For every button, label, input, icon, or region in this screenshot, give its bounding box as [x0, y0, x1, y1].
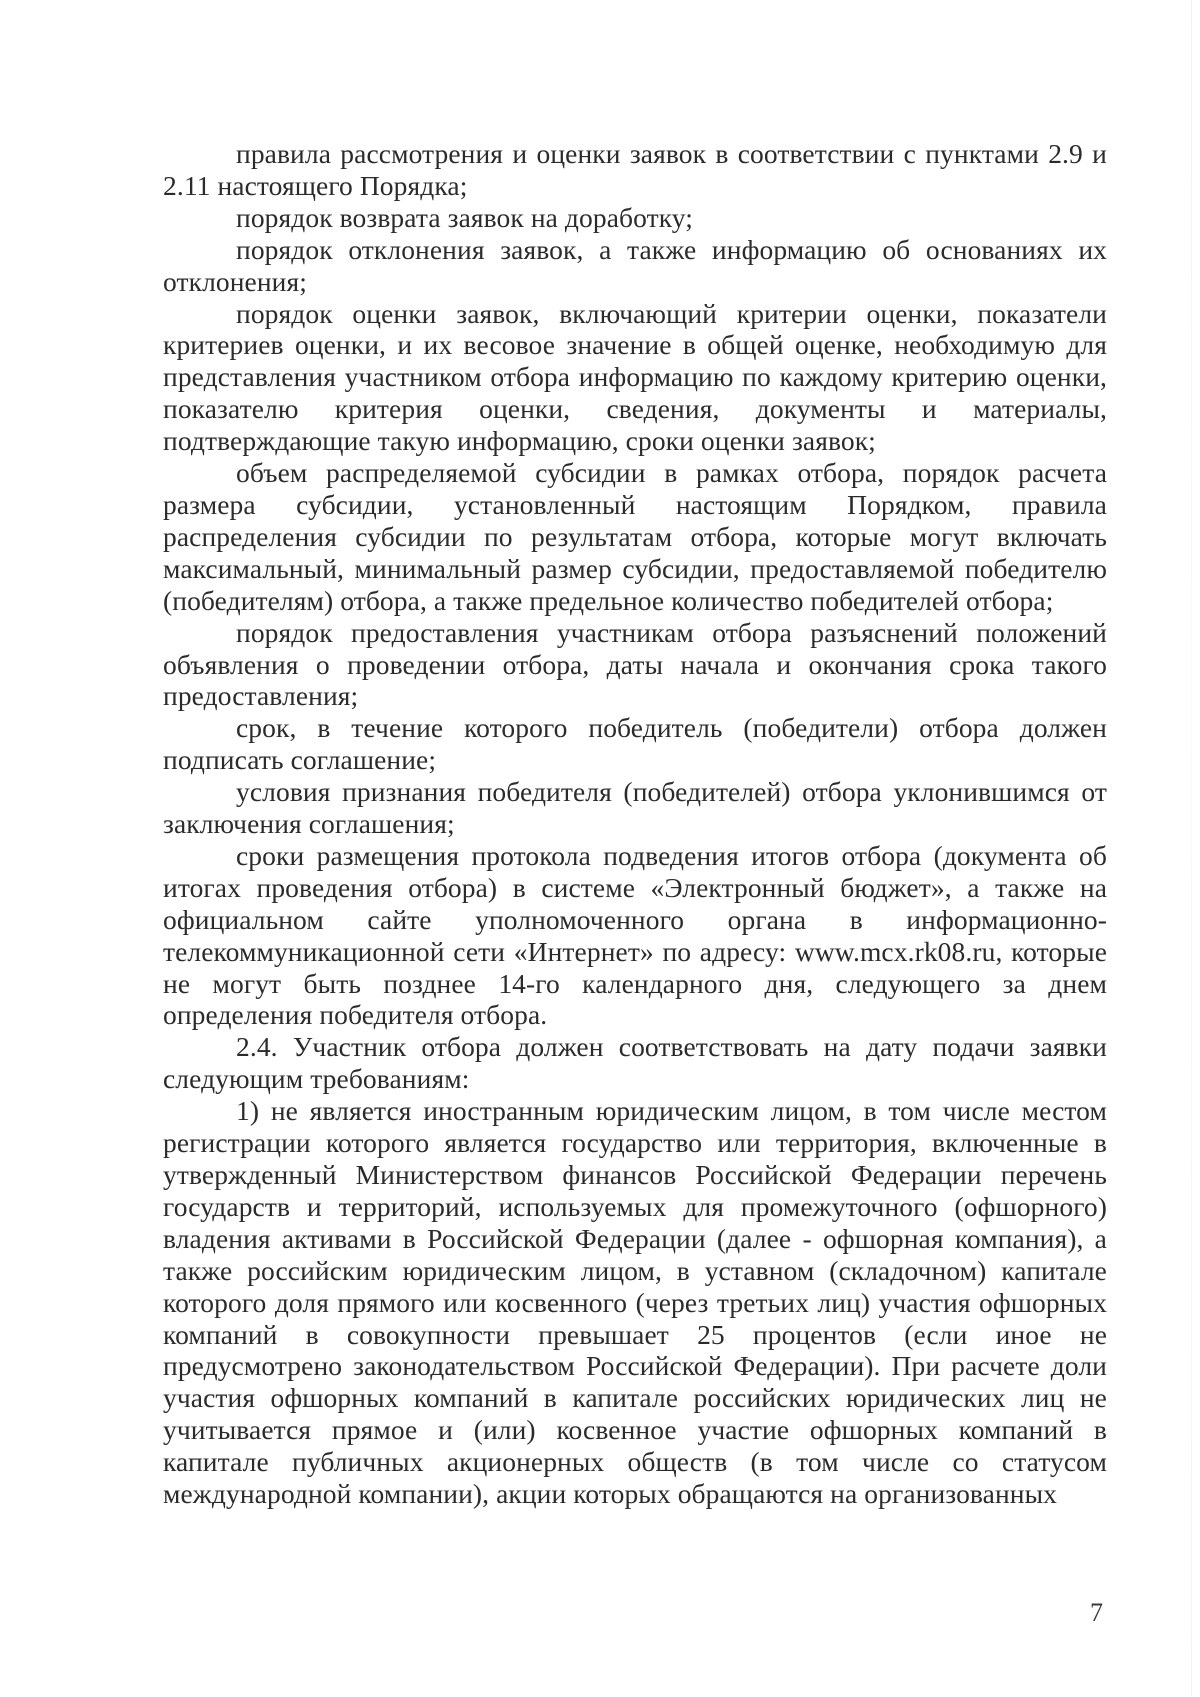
paragraph-rejection-procedure: порядок отклонения заявок, а также информацию об основаниях их отклонения;	[163, 233, 1107, 297]
page-number: 7	[1090, 1598, 1103, 1627]
paragraph-evasion-conditions: условия признания победителя (победителей) отбора уклонившимся от заключения соглашения;	[163, 776, 1107, 840]
body-text	[163, 138, 1107, 1510]
paragraph-review-rules: правила рассмотрения и оценки заявок в соответствии с пунктами 2.9 и 2.11 настоящего Порядка;	[163, 138, 1107, 201]
paragraph-signing-term: срок, в течение которого победитель (победители) отбора должен подписать соглашение;	[163, 712, 1107, 776]
paragraph-subsidy-volume: объем распределяемой субсидии в рамках отбора, порядок расчета размера субсидии, установленный настоящим Порядком, правила распределения субсидии по результатам отбора, которые могут включать максимальный, минимальный размер субсидии, предоставляемой победителю (победителям) отбора, а также предельное количество победителей отбора;	[163, 457, 1107, 616]
paragraph-clarifications: порядок предоставления участникам отбора разъяснений положений объявления о проведении отбора, даты начала и окончания срока такого предоставления;	[163, 616, 1107, 712]
paragraph-evaluation-procedure: порядок оценки заявок, включающий критерии оценки, показатели критериев оценки, и их весовое значение в общей оценке, необходимую для представления участником отбора информацию по каждому критерию оценки, показателю критерия оценки, сведения, документы и материалы, подтверждающие такую информацию, сроки оценки заявок;	[163, 297, 1107, 457]
paragraph-requirement-1: 1) не является иностранным юридическим лицом, в том числе местом регистрации которого является государство или территория, включенные в утвержденный Министерством финансов Российской Федерации перечень государств и территорий, используемых для промежуточного (офшорного) владения активами в Российской Федерации (далее - офшорная компания), а также российским юридическим лицом, в уставном (складочном) капитале которого доля прямого или косвенного (через третьих лиц) участия офшорных компаний в совокупности превышает 25 процентов (если иное не предусмотрено законодательством Российской Федерации). При расчете доли участия офшорных компаний в капитале российских юридических лиц не учитывается прямое и (или) косвенное участие офшорных компаний в капитале публичных акционерных обществ (в том числе со статусом международной компании), акции которых обращаются на организованных	[163, 1095, 1107, 1510]
paragraph-section-2-4: 2.4. Участник отбора должен соответствовать на дату подачи заявки следующим требованиям:	[163, 1031, 1107, 1095]
scan-edge	[1191, 0, 1192, 1697]
paragraph-protocol-publication: сроки размещения протокола подведения итогов отбора (документа об итогах проведения отбора) в системе «Электронный бюджет», а также на официальном сайте уполномоченного органа в информационно-телекоммуникационной сети «Интернет» по адресу: www.mcx.rk08.ru, которые не могут быть позднее 14-го календарного дня, следующего за днем определения победителя отбора.	[163, 839, 1107, 1031]
paragraph-return-procedure: порядок возврата заявок на доработку;	[236, 201, 694, 233]
